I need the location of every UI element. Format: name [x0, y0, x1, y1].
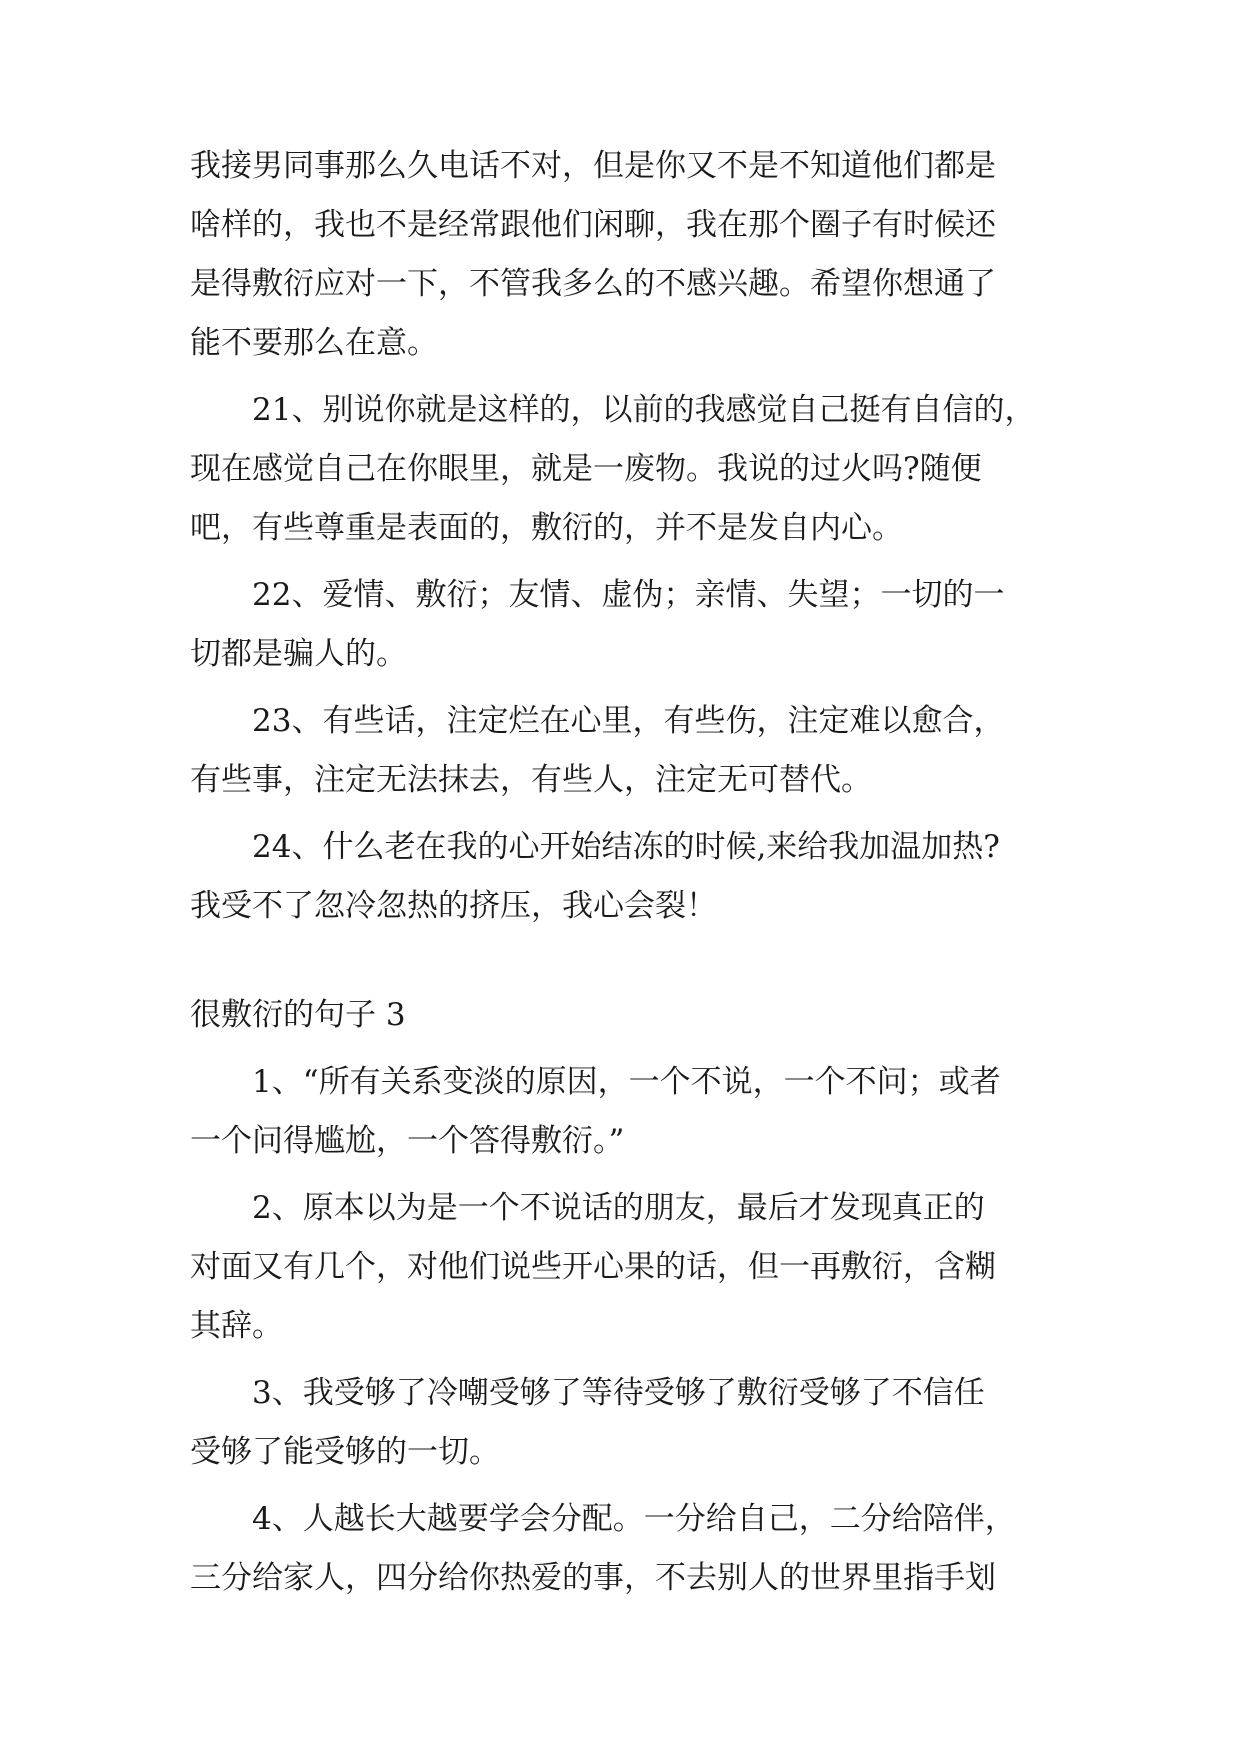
paragraph-line: 现在感觉自己在你眼里，就是一废物。我说的过火吗?随便 [190, 451, 982, 487]
paragraph-line: 一个问得尴尬，一个答得敷衍。” [190, 1123, 625, 1159]
paragraph-line: 1、“所有关系变淡的原因，一个不说，一个不问；或者 [252, 1064, 1001, 1100]
paragraph-line: 23、有些话，注定烂在心里，有些伤，注定难以愈合， [252, 703, 1005, 739]
paragraph-line: 是得敷衍应对一下，不管我多么的不感兴趣。希望你想通了 [190, 266, 996, 302]
section-title: 很敷衍的句子 3 [190, 997, 406, 1033]
paragraph-line: 我接男同事那么久电话不对，但是你又不是不知道他们都是 [190, 148, 996, 184]
paragraph-line: 21、别说你就是这样的，以前的我感觉自己挺有自信的， [252, 392, 1036, 428]
paragraph-line: 有些事，注定无法抹去，有些人，注定无可替代。 [190, 762, 872, 798]
paragraph-line: 2、原本以为是一个不说话的朋友，最后才发现真正的 [252, 1190, 985, 1226]
paragraph-line: 啥样的，我也不是经常跟他们闲聊，我在那个圈子有时候还 [190, 207, 996, 243]
paragraph-line: 能不要那么在意。 [190, 325, 438, 361]
paragraph-line: 24、什么老在我的心开始结冻的时候,来给我加温加热? [252, 829, 1000, 865]
paragraph-line: 受够了能受够的一切。 [190, 1434, 500, 1470]
paragraph-line: 4、人越长大越要学会分配。一分给自己，二分给陪伴， [252, 1501, 1016, 1537]
paragraph-line: 其辞。 [190, 1308, 283, 1344]
paragraph-line: 吧，有些尊重是表面的，敷衍的，并不是发自内心。 [190, 510, 903, 546]
paragraph-line: 3、我受够了冷嘲受够了等待受够了敷衍受够了不信任 [252, 1375, 985, 1411]
paragraph-line: 切都是骗人的。 [190, 636, 407, 672]
paragraph-line: 22、爱情、敷衍；友情、虚伪；亲情、失望；一切的一 [252, 577, 1005, 613]
paragraph-line: 我受不了忽冷忽热的挤压，我心会裂！ [190, 888, 717, 924]
paragraph-line: 三分给家人，四分给你热爱的事，不去别人的世界里指手划 [190, 1560, 996, 1596]
paragraph-line: 对面又有几个，对他们说些开心果的话，但一再敷衍，含糊 [190, 1249, 996, 1285]
